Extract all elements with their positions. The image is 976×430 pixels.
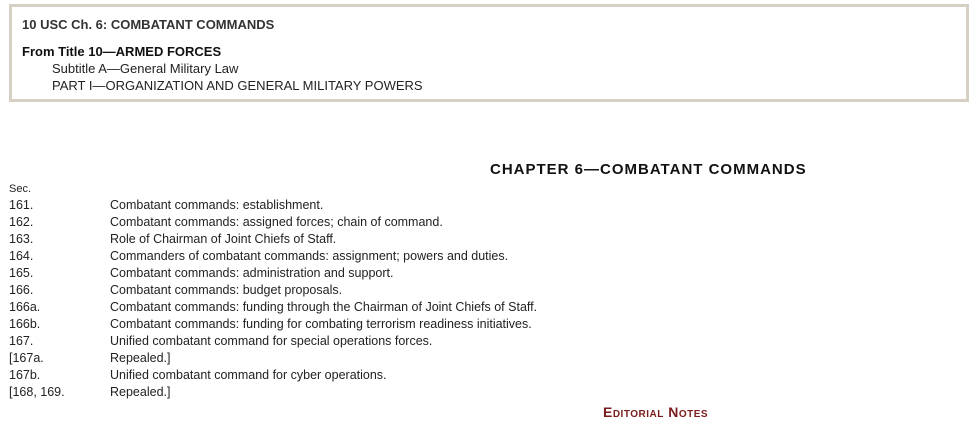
section-row [9,333,709,350]
section-title: Combatant commands: funding through the Chairman of Joint Chiefs of Staff. [110,300,538,314]
section-row [9,350,709,367]
section-row [9,384,709,401]
section-title: Combatant commands: assigned forces; chain of command. [110,215,443,229]
section-row [9,282,709,299]
section-row [9,299,709,316]
subtitle-label: Subtitle A—General Military Law [52,61,239,76]
section-number: 162. [9,215,34,229]
section-title: Unified combatant command for cyber operations. [110,368,387,382]
section-number: [168, 169. [9,385,65,399]
section-title: Combatant commands: budget proposals. [110,283,343,297]
section-number: 164. [9,249,34,263]
section-row [9,367,709,384]
section-number: 167b. [9,368,41,382]
section-row [9,248,709,265]
section-title: Combatant commands: administration and support. [110,266,394,280]
section-title: Combatant commands: funding for combating terrorism readiness initiatives. [110,317,532,331]
section-row [9,265,709,282]
section-title: Role of Chairman of Joint Chiefs of Staff. [110,232,337,246]
sec-label: Sec. [9,183,32,195]
section-title: Unified combatant command for special operations forces. [110,334,433,348]
section-row [9,316,709,333]
section-row [9,197,709,214]
section-number: 161. [9,198,34,212]
chapter-heading: CHAPTER 6—COMBATANT COMMANDS [490,161,807,178]
section-number: 166a. [9,300,41,314]
section-number: [167a. [9,351,44,365]
section-number: 166b. [9,317,41,331]
section-row [9,214,709,231]
section-title: Repealed.] [110,385,171,399]
section-number: 165. [9,266,34,280]
section-number: 166. [9,283,34,297]
section-title: Combatant commands: establishment. [110,198,324,212]
section-title: Repealed.] [110,351,171,365]
section-number: 163. [9,232,34,246]
section-row [9,231,709,248]
document-id: 10 USC Ch. 6: COMBATANT COMMANDS [22,17,275,32]
from-title: From Title 10—ARMED FORCES [22,44,222,59]
section-number: 167. [9,334,34,348]
section-title: Commanders of combatant commands: assignment; powers and duties. [110,249,509,263]
editorial-notes-heading: Editorial Notes [603,404,709,420]
section-list [9,197,709,401]
part-label: PART I—ORGANIZATION AND GENERAL MILITARY POWERS [52,78,423,93]
title-info-box [9,4,969,102]
